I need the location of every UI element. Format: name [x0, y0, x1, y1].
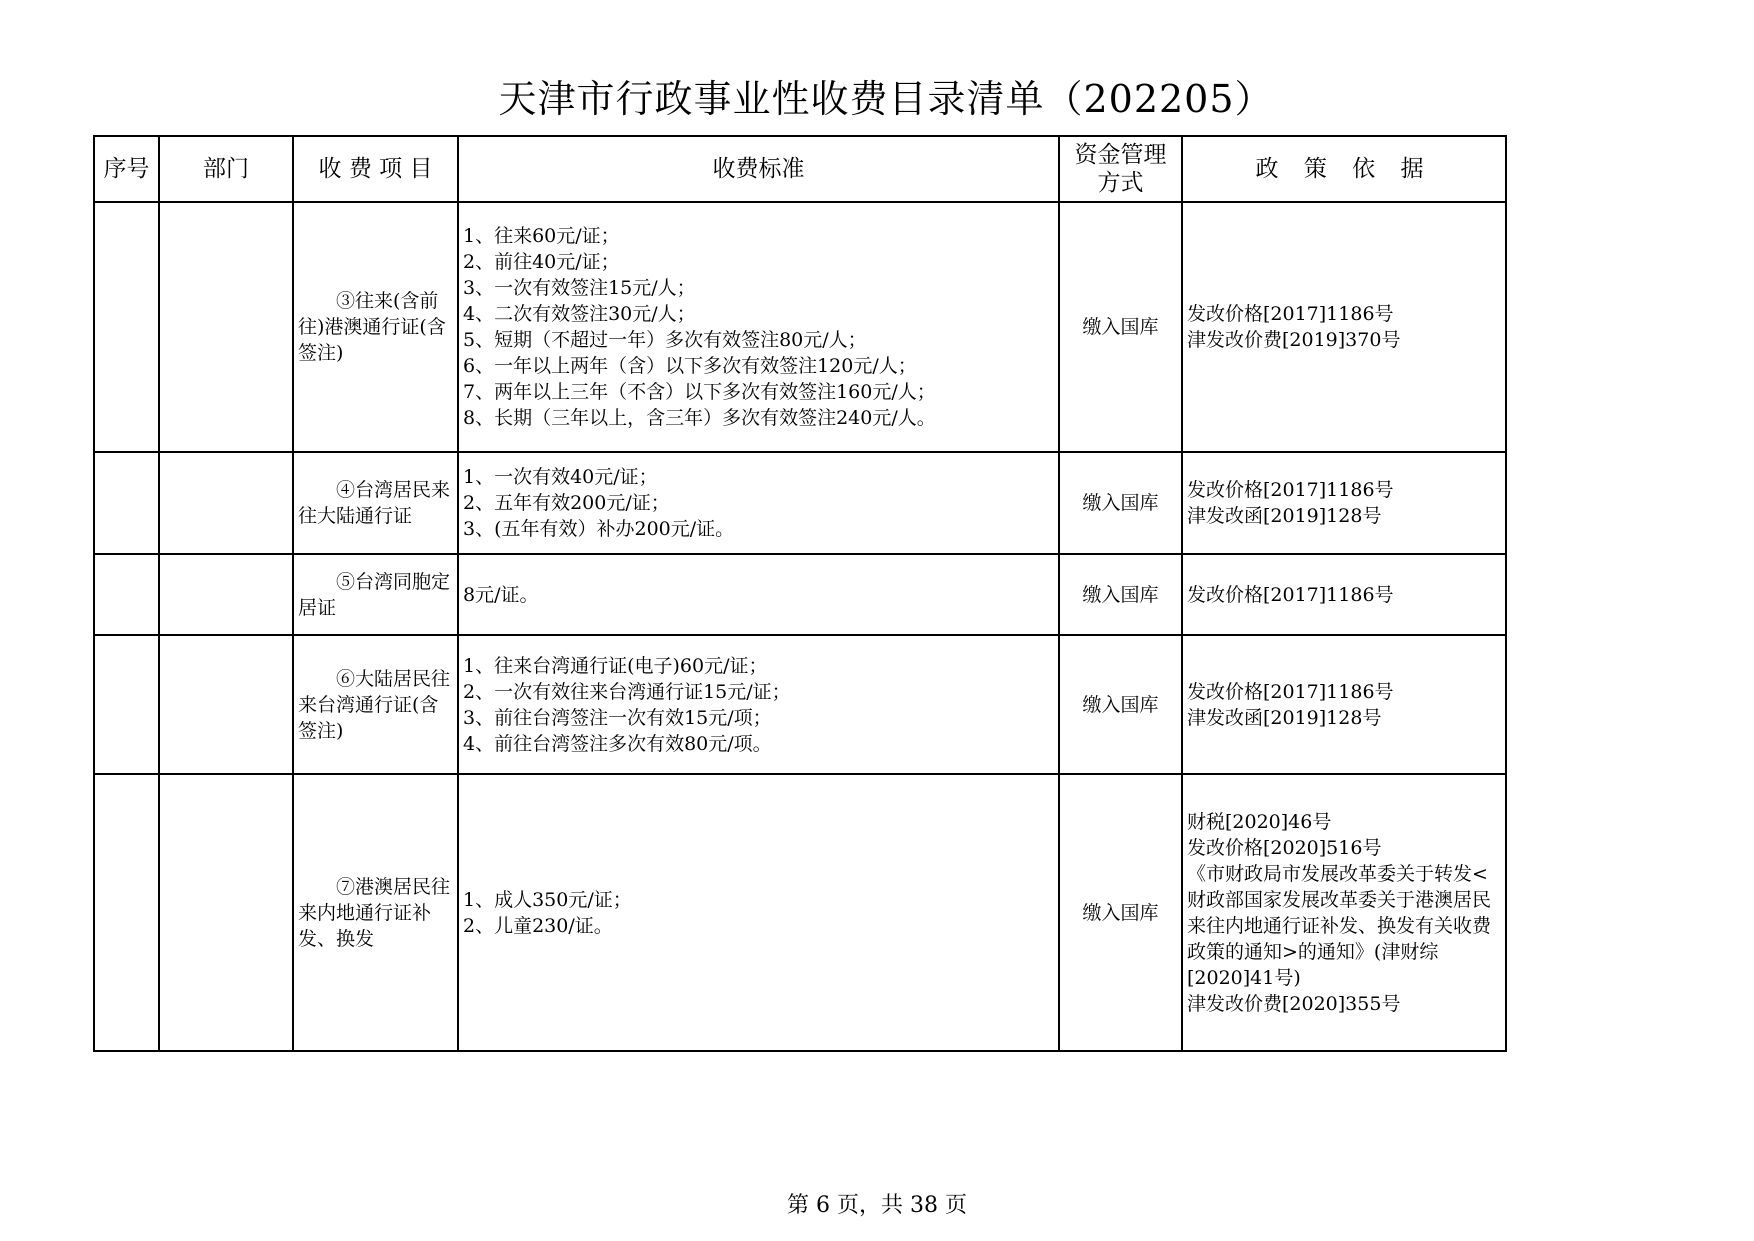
policy-basis: 发改价格[2017]1186号 津发改函[2019]128号 — [1182, 452, 1506, 554]
row-dept — [159, 202, 293, 452]
fund-management: 缴入国库 — [1059, 635, 1182, 774]
row-dept — [159, 774, 293, 1051]
fee-item: ⑥大陆居民往来台湾通行证(含签注) — [293, 635, 458, 774]
fund-management: 缴入国库 — [1059, 202, 1182, 452]
fee-item: ④台湾居民来往大陆通行证 — [293, 452, 458, 554]
row-dept — [159, 635, 293, 774]
policy-basis: 发改价格[2017]1186号 津发改函[2019]128号 — [1182, 635, 1506, 774]
row-no — [94, 452, 159, 554]
fee-standard: 1、成人350元/证； 2、儿童230/证。 — [458, 774, 1059, 1051]
header-item: 收 费 项 目 — [293, 136, 458, 202]
row-dept — [159, 554, 293, 635]
table-row — [94, 774, 1506, 1051]
fund-management: 缴入国库 — [1059, 452, 1182, 554]
row-no — [94, 774, 159, 1051]
table-row — [94, 202, 1506, 452]
table-row — [94, 635, 1506, 774]
row-no — [94, 635, 159, 774]
fee-catalog-table — [93, 135, 1507, 1052]
header-no: 序号 — [94, 136, 159, 202]
table-row — [94, 554, 1506, 635]
fee-standard: 1、一次有效40元/证； 2、五年有效200元/证； 3、(五年有效）补办200元/证。 — [458, 452, 1059, 554]
header-fund: 资金管理方式 — [1059, 136, 1182, 202]
header-policy: 政 策 依 据 — [1182, 136, 1506, 202]
page-title: 天津市行政事业性收费目录清单（202205） — [498, 77, 1274, 121]
table-row — [94, 452, 1506, 554]
fee-standard: 1、往来台湾通行证(电子)60元/证； 2、一次有效往来台湾通行证15元/证； 3、前往台湾签注一次有效15元/项； 4、前往台湾签注多次有效80元/项。 — [458, 635, 1059, 774]
fund-management: 缴入国库 — [1059, 554, 1182, 635]
policy-basis: 财税[2020]46号 发改价格[2020]516号 《市财政局市发展改革委关于转发<财政部国家发展改革委关于港澳居民来往内地通行证补发、换发有关收费政策的通知>的通知》(津财综[2020]41号) 津发改价费[2020]355号 — [1182, 774, 1506, 1051]
row-dept — [159, 452, 293, 554]
header-dept: 部门 — [159, 136, 293, 202]
page-indicator: 第 6 页，共 38 页 — [787, 1193, 967, 1218]
table-header-row — [94, 136, 1506, 202]
fee-item: ③往来(含前往)港澳通行证(含签注) — [293, 202, 458, 452]
fee-item: ⑤台湾同胞定居证 — [293, 554, 458, 635]
fee-standard: 1、往来60元/证； 2、前往40元/证； 3、一次有效签注15元/人； 4、二次有效签注30元/人； 5、短期（不超过一年）多次有效签注80元/人； 6、一年以上两年（含）以下多次有效签注120元/人； 7、两年以上三年（不含）以下多次有效签注160元/人； 8、长期（三年以上，含三年）多次有效签注240元/人。 — [458, 202, 1059, 452]
fund-management: 缴入国库 — [1059, 774, 1182, 1051]
fee-standard: 8元/证。 — [458, 554, 1059, 635]
header-standard: 收费标准 — [458, 136, 1059, 202]
fee-item: ⑦港澳居民往来内地通行证补发、换发 — [293, 774, 458, 1051]
policy-basis: 发改价格[2017]1186号 — [1182, 554, 1506, 635]
row-no — [94, 554, 159, 635]
policy-basis: 发改价格[2017]1186号 津发改价费[2019]370号 — [1182, 202, 1506, 452]
row-no — [94, 202, 159, 452]
